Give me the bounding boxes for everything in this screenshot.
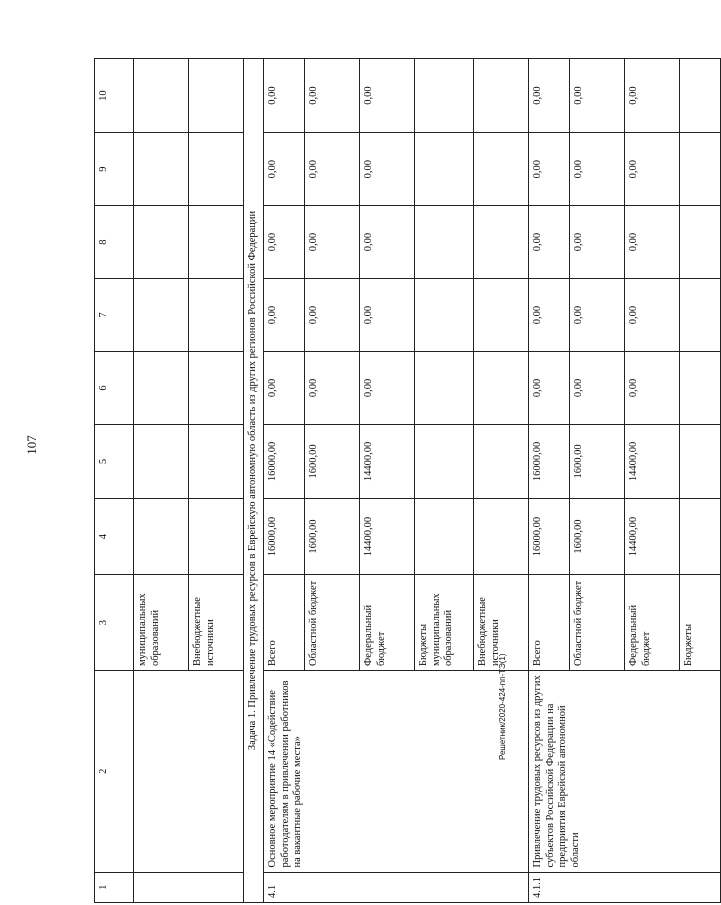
header-row	[95, 59, 134, 903]
cell-value	[414, 206, 473, 279]
task-title: Задача 1. Привлечение трудовых ресурсов в Еврейскую автономную область из других регионов Российской Федерации	[244, 59, 264, 903]
cell-source: муниципальных образований	[134, 575, 189, 671]
cell-value	[134, 59, 189, 133]
cell-name: Основное мероприятие 14 «Содействие работодателям в привлечении работников на вакантные рабочие места»	[263, 671, 528, 872]
document-code: Решетник/2020-424-пп-ТЭ(1)	[498, 653, 507, 760]
cell-value: 14400,00	[359, 499, 414, 575]
cell-value: 16000,00	[528, 424, 569, 498]
rotated-table-container	[94, 58, 694, 903]
table-row	[528, 59, 569, 903]
cell-value: 0,00	[263, 59, 304, 133]
cell-value: 0,00	[304, 59, 359, 133]
cell-source: Бюджеты	[679, 575, 720, 671]
header-cell: 4	[95, 499, 134, 575]
cell-value: 1600,00	[304, 424, 359, 498]
cell-value: 0,00	[263, 133, 304, 206]
budget-table	[94, 58, 721, 903]
cell-value	[679, 206, 720, 279]
cell-value: 16000,00	[528, 499, 569, 575]
cell-value: 0,00	[624, 352, 679, 425]
header-cell: 5	[95, 424, 134, 498]
cell-code: 4.1	[263, 872, 528, 902]
cell-value: 0,00	[304, 279, 359, 352]
cell-value	[414, 133, 473, 206]
cell-source: Внебюджетные источники	[473, 575, 528, 671]
cell-source: Федеральный бюджет	[624, 575, 679, 671]
header-cell: 7	[95, 279, 134, 352]
cell-code: 4.1.1	[528, 872, 720, 902]
cell-value: 0,00	[569, 133, 624, 206]
cell-value: 0,00	[569, 279, 624, 352]
header-cell: 9	[95, 133, 134, 206]
cell-value	[189, 279, 244, 352]
header-cell: 6	[95, 352, 134, 425]
cell-source: Областной бюджет	[304, 575, 359, 671]
cell-source: Всего	[528, 575, 569, 671]
cell-value	[189, 206, 244, 279]
cell-value	[679, 279, 720, 352]
cell-value: 0,00	[528, 133, 569, 206]
cell-value: 0,00	[624, 133, 679, 206]
cell-code	[134, 872, 244, 902]
cell-value: 1600,00	[569, 424, 624, 498]
cell-value	[189, 424, 244, 498]
cell-value: 16000,00	[263, 499, 304, 575]
table-row	[134, 59, 189, 903]
cell-value: 0,00	[528, 279, 569, 352]
cell-value: 0,00	[528, 59, 569, 133]
cell-value: 14400,00	[624, 499, 679, 575]
cell-value	[414, 352, 473, 425]
cell-value	[414, 499, 473, 575]
cell-value	[473, 279, 528, 352]
cell-value: 0,00	[624, 279, 679, 352]
cell-value: 0,00	[304, 352, 359, 425]
cell-value	[189, 133, 244, 206]
cell-value: 0,00	[569, 352, 624, 425]
cell-value	[473, 206, 528, 279]
cell-value: 0,00	[263, 279, 304, 352]
cell-value	[473, 133, 528, 206]
cell-name	[134, 671, 244, 872]
cell-value	[134, 424, 189, 498]
cell-value	[679, 352, 720, 425]
cell-value: 0,00	[263, 206, 304, 279]
cell-value: 0,00	[263, 352, 304, 425]
page-number: 107	[23, 435, 39, 455]
cell-value	[679, 499, 720, 575]
cell-value	[473, 424, 528, 498]
cell-value: 0,00	[569, 59, 624, 133]
cell-value: 0,00	[359, 59, 414, 133]
table-row	[263, 59, 304, 903]
header-cell: 8	[95, 206, 134, 279]
header-cell: 1	[95, 872, 134, 902]
cell-value	[189, 499, 244, 575]
cell-value	[134, 499, 189, 575]
header-cell: 2	[95, 671, 134, 872]
cell-value	[189, 59, 244, 133]
cell-value: 0,00	[359, 279, 414, 352]
cell-value: 0,00	[624, 206, 679, 279]
cell-value	[134, 279, 189, 352]
cell-value	[134, 352, 189, 425]
cell-value: 0,00	[359, 352, 414, 425]
cell-name: Привлечение трудовых ресурсов из других субъектов Российской Федерации на предприятия Еврейской автономной области	[528, 671, 720, 872]
cell-value	[414, 279, 473, 352]
cell-value: 0,00	[528, 352, 569, 425]
cell-value	[134, 206, 189, 279]
task-row	[244, 59, 264, 903]
cell-value	[473, 499, 528, 575]
cell-value: 0,00	[359, 206, 414, 279]
cell-value	[473, 59, 528, 133]
cell-source: Внебюджетные источники	[189, 575, 244, 671]
cell-source: Бюджеты муниципальных образований	[414, 575, 473, 671]
cell-source: Областной бюджет	[569, 575, 624, 671]
cell-source: Всего	[263, 575, 304, 671]
cell-source: Федеральный бюджет	[359, 575, 414, 671]
cell-value: 0,00	[528, 206, 569, 279]
cell-value: 1600,00	[569, 499, 624, 575]
cell-value: 14400,00	[359, 424, 414, 498]
header-cell: 10	[95, 59, 134, 133]
cell-value	[414, 59, 473, 133]
cell-value	[414, 424, 473, 498]
cell-value: 1600,00	[304, 499, 359, 575]
cell-value: 0,00	[569, 206, 624, 279]
cell-value	[134, 133, 189, 206]
cell-value: 0,00	[304, 206, 359, 279]
cell-value: 0,00	[304, 133, 359, 206]
cell-value	[679, 59, 720, 133]
cell-value: 14400,00	[624, 424, 679, 498]
cell-value: 16000,00	[263, 424, 304, 498]
cell-value	[189, 352, 244, 425]
header-cell: 3	[95, 575, 134, 671]
cell-value: 0,00	[359, 133, 414, 206]
cell-value	[679, 424, 720, 498]
cell-value	[473, 352, 528, 425]
cell-value: 0,00	[624, 59, 679, 133]
cell-value	[679, 133, 720, 206]
